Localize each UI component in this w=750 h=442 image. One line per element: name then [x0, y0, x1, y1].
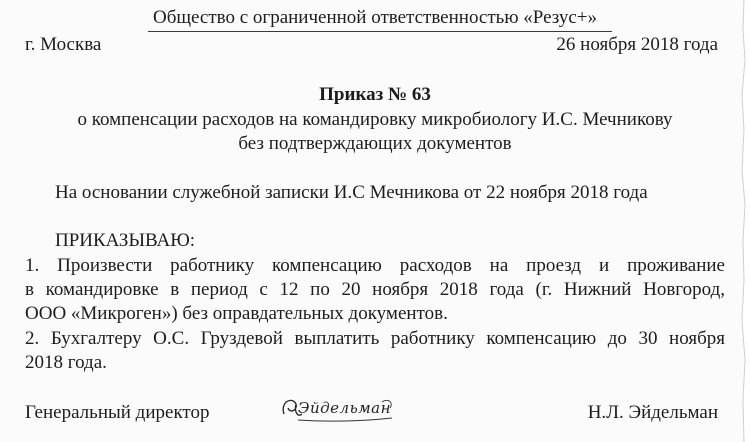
handwritten-signature: [278, 392, 398, 426]
order-item-2-line-2: 2018 года.: [25, 352, 107, 373]
document-date: 26 ноября 2018 года: [556, 34, 718, 55]
paper-edge: [736, 0, 750, 442]
order-item-2-line-1: 2. Бухгалтеру О.С. Груздевой выплатить работнику компенсацию до 30 ноября: [25, 328, 725, 349]
signature-handwriting: Эйдельман: [298, 399, 391, 417]
signatory-name: Н.Л. Эйдельман: [587, 402, 718, 423]
organization-name: Общество с ограниченной ответственностью «Резус+»: [152, 7, 598, 28]
order-subtitle-line-2: без подтверждающих документов: [238, 133, 512, 154]
order-item-1-line-3: ООО «Микроген») без оправдательных документов.: [25, 303, 448, 324]
order-title: Приказ № 63: [319, 84, 431, 105]
signatory-position: Генеральный директор: [25, 402, 210, 423]
order-directive: ПРИКАЗЫВАЮ:: [55, 230, 196, 251]
order-item-1-line-1: 1. Произвести работнику компенсацию расходов на проезд и проживание: [25, 255, 725, 276]
order-item-1-line-2: в командировке в период с 12 по 20 ноября 2018 года (г. Нижний Новгород,: [25, 279, 725, 300]
organization-underline: [148, 31, 612, 32]
order-subtitle-line-1: о компенсации расходов на командировку микробиологу И.С. Мечникову: [77, 109, 673, 130]
order-basis: На основании служебной записки И.С Мечникова от 22 ноября 2018 года: [55, 182, 648, 203]
city: г. Москва: [25, 34, 102, 55]
